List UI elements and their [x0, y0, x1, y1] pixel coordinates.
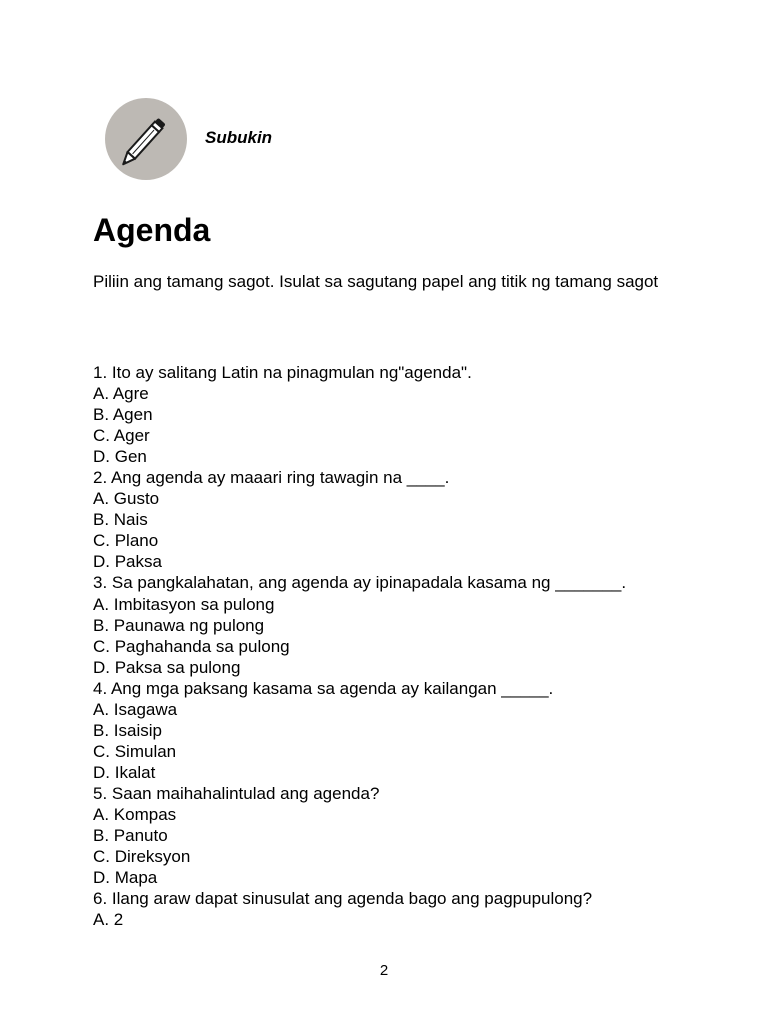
answer-choice: B. Paunawa ng pulong	[93, 615, 265, 635]
question-text: 5. Saan maihahalintulad ang agenda?	[93, 783, 380, 803]
answer-choice: A. Gusto	[93, 489, 160, 509]
answer-choice: B. Isaisip	[93, 720, 162, 740]
question-text: 6. Ilang araw dapat sinusulat ang agenda bago ang pagpupulong?	[93, 889, 593, 909]
answer-choice: A. 2	[93, 910, 124, 930]
question-4	[93, 678, 693, 783]
question-text: 2. Ang agenda ay maaari ring tawagin na ____.	[93, 468, 450, 488]
question-text: 3. Sa pangkalahatan, ang agenda ay ipinapadala kasama ng _______.	[93, 573, 627, 593]
answer-choice: D. Paksa sa pulong	[93, 657, 241, 677]
question-list	[93, 362, 693, 930]
question-text: 4. Ang mga paksang kasama sa agenda ay kailangan _____.	[93, 678, 554, 698]
section-label: Subukin	[205, 128, 273, 147]
pencil-icon	[102, 98, 190, 182]
answer-choice: D. Paksa	[93, 552, 162, 572]
answer-choice: B. Panuto	[93, 826, 168, 846]
question-1	[93, 362, 693, 467]
answer-choice: A. Kompas	[93, 804, 177, 824]
answer-choice: A. Isagawa	[93, 699, 178, 719]
question-2	[93, 467, 693, 572]
page-number: 2	[379, 962, 389, 979]
question-6	[93, 888, 693, 930]
answer-choice: C. Plano	[93, 531, 159, 551]
answer-choice: B. Agen	[93, 405, 153, 425]
question-text: 1. Ito ay salitang Latin na pinagmulan ng"agenda".	[93, 363, 472, 382]
answer-choice: C. Direksyon	[93, 847, 191, 867]
answer-choice: B. Nais	[93, 510, 148, 530]
question-5	[93, 783, 693, 888]
answer-choice: D. Ikalat	[93, 762, 156, 782]
answer-choice: C. Ager	[93, 426, 150, 446]
instructions: Piliin ang tamang sagot. Isulat sa sagutang papel ang titik ng tamang sagot	[93, 272, 659, 291]
answer-choice: C. Paghahanda sa pulong	[93, 636, 290, 656]
answer-choice: A. Agre	[93, 384, 149, 404]
answer-choice: D. Gen	[93, 447, 147, 467]
answer-choice: A. Imbitasyon sa pulong	[93, 594, 275, 614]
answer-choice: D. Mapa	[93, 868, 158, 888]
page-title: Agenda	[93, 212, 211, 248]
question-3	[93, 572, 693, 677]
answer-choice: C. Simulan	[93, 741, 177, 761]
